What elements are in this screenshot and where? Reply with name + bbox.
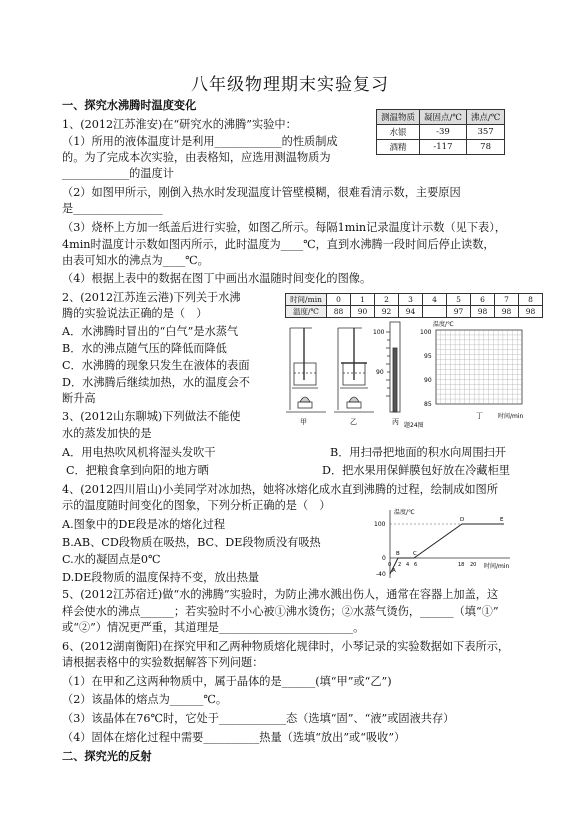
graph-y-tick: 90 [424,377,432,384]
q2-option-c: C．水沸腾的现象只发生在液体的表面 [62,359,250,372]
graph-y-tick: 85 [424,401,432,408]
q1-part1-cont: 的。为了完成本次实验，由表格知，应选用测温物质为 [62,151,331,164]
table-cell: 98 [495,306,519,318]
table-cell: 6 [471,294,495,306]
table-cell: 94 [399,306,423,318]
table-cell: 3 [399,294,423,306]
setup-jia-illustration [286,328,326,412]
ice-graph-x-tick: 0 [388,562,392,568]
q1-part2-cont: 是________________ [62,202,163,215]
thermometer-illustration [386,322,400,412]
boiling-apparatus-figure [286,318,536,430]
table-header-cell: 测温物质 [377,110,420,125]
q1-part1-cont2: ____________的温度计 [62,167,174,180]
ice-graph-x-tick: 20 [470,562,477,568]
table-row [286,294,543,306]
ice-point-e: E [500,517,504,523]
graph-x-label: 时间/min [498,413,524,420]
ice-point-b: B [396,551,400,557]
ice-graph-x-tick: 6 [414,562,418,568]
label-jia: 甲 [300,418,307,426]
q2-stem: 2、(2012江苏连云港)下列关于水沸 [62,291,241,304]
q5-stem-cont2: 或“②”）情况更严重，其道理是________________________。 [62,621,365,634]
table-cell: 357 [466,125,504,140]
q2-option-a: A．水沸腾时冒出的“白气”是水蒸气 [62,325,239,338]
time-temperature-table [285,293,543,318]
table-cell: 4 [423,294,447,306]
q6-stem-cont: 请根据表格中的实验数据解答下列问题： [62,656,264,669]
table-header-cell: 沸点/℃ [466,110,504,125]
ice-graph-x-tick: 18 [458,562,465,568]
ice-graph-y-label: 温度/℃ [394,509,415,516]
q3-stem: 3、(2012山东聊城)下列做法不能使 [62,410,241,423]
q1-part4: （4）根据上表中的数据在图丁中画出水温随时间变化的图像。 [62,272,372,285]
q3-option-c: C．把粮食拿到向阳的地方晒 [66,464,209,477]
q6-part2: （2）该晶体的熔点为______℃。 [62,693,228,706]
q5-stem-cont: 样会使水的沸点______；若实验时不小心被①沸水烫伤；②水蒸气烫伤，______（填“①” [62,605,499,618]
table-cell: 97 [447,306,471,318]
q6-part4: （4）固体在熔化过程中需要__________热量（选填“放出”或“吸收”） [62,731,406,744]
graph-y-tick: 100 [420,329,432,336]
figure-caption: 题24图 [404,422,424,429]
ice-heating-graph [368,506,518,584]
table-cell: 98 [471,306,495,318]
q2-option-d-cont: 断升高 [62,392,96,405]
q1-part2: （2）如图甲所示，刚倒入热水时发现温度计管壁模糊，很难看清示数，主要原因 [62,186,461,199]
ice-graph-x-tick: 4 [406,562,410,568]
graph-grid [436,330,522,404]
ice-point-d: D [460,517,465,523]
section-heading-1: 一、探究水沸腾时温度变化 [62,98,197,112]
table-cell: 酒精 [377,140,420,155]
table-row [377,125,505,140]
table-row [286,306,543,318]
q4-stem: 4、(2012四川眉山)小美同学对冰加热，她将冰熔化成水直到沸腾的过程，绘制成如图所 [62,483,498,496]
label-yi: 乙 [350,418,357,426]
table-cell: 1 [351,294,375,306]
table-cell: 78 [466,140,504,155]
table-cell [423,306,447,318]
q2-option-b: B．水的沸点随气压的降低而降低 [62,342,227,355]
ice-graph-x-tick: 2 [398,562,402,568]
page-title: 八年级物理期末实验复习 [191,75,389,95]
table-cell: 92 [375,306,399,318]
ice-graph-y-tick: 0 [382,555,386,562]
ice-graph-x-label: 时间/min [484,563,510,570]
ice-point-c: C [413,551,417,557]
thermometer-tick-90: 90 [376,369,384,376]
q2-stem-cont: 腾的实验说法正确的是（ ） [62,307,208,320]
section-heading-2: 二、探究光的反射 [62,749,152,763]
table-header-cell: 时间/min [286,294,327,306]
table-row [377,110,505,125]
q4-option-b: B.AB、CD段物质在吸热，BC、DE段物质没有吸热 [62,536,321,549]
label-bing: 丙 [392,418,399,426]
table-cell: 5 [447,294,471,306]
table-cell: 98 [519,306,543,318]
ice-graph-y-tick: -40 [376,571,386,578]
table-cell: -117 [420,140,467,155]
q6-part1: （1）在甲和乙这两种物质中，属于晶体的是______(填“甲”或“乙”) [62,675,392,688]
substance-property-table [376,109,505,155]
table-cell: 90 [351,306,375,318]
ice-graph-y-tick: 100 [374,521,386,528]
q3-option-b: B．用扫帚把地面的积水向周围扫开 [330,446,507,459]
table-cell: 88 [327,306,351,318]
q4-option-d: D.DE段物质的温度保持不变，放出热量 [62,571,260,584]
table-header-cell: 温度/℃ [286,306,327,318]
q1-part3-cont: 4min时温度计示数如图丙所示，此时温度为____℃，直到水沸腾一段时间后停止读数， [62,238,495,251]
q1-part3-cont2: 由表可知水的沸点为____℃。 [62,254,209,267]
table-cell: 水银 [377,125,420,140]
table-cell: 0 [327,294,351,306]
q3-option-a: A．用电热吹风机将湿头发吹干 [62,446,216,459]
setup-yi-illustration [334,328,374,412]
table-cell: -39 [420,125,467,140]
graph-y-tick: 95 [424,353,432,360]
q1-part3: （3）烧杯上方加一纸盖后进行实验，如图乙所示。每隔1min记录温度计示数（见下表）， [62,221,506,234]
q4-option-a: A.图象中的DE段是冰的熔化过程 [62,518,226,531]
q3-option-d: D．把水果用保鲜膜包好放在冷藏柜里 [322,464,510,477]
q6-part3: （3）该晶体在76℃时，它处于____________态（选填“固”、“液”或固液共存） [62,712,455,725]
thermometer-tick-100: 100 [373,329,385,336]
table-cell: 7 [495,294,519,306]
q3-stem-cont: 水的蒸发加快的是 [62,427,152,440]
q5-stem: 5、(2012江苏宿迁)做“水的沸腾”实验时，为防止沸水溅出伤人，通常在容器上加盖，这 [62,588,499,601]
table-row [377,140,505,155]
q1-part1: （1）所用的液体温度计是利用____________的性质制成 [62,135,338,148]
q1-stem: 1、(2012江苏淮安)在“研究水的沸腾”实验中： [62,118,297,131]
table-cell: 2 [375,294,399,306]
q4-stem-cont: 示的温度随时间变化的图象，下列分析正确的是（ ） [62,499,331,512]
q6-stem: 6、(2012湖南衡阳)在探究甲和乙两种物质熔化规律时，小琴记录的实验数据如下表所示， [62,640,510,653]
q4-option-c: C.水的凝固点是0℃ [62,553,161,566]
q2-option-d: D．水沸腾后继续加热，水的温度会不 [62,376,250,389]
graph-y-label: 温度/℃ [433,321,454,328]
table-header-cell: 凝固点/℃ [420,110,467,125]
label-ding: 丁 [476,412,483,420]
table-cell: 8 [519,294,543,306]
ice-point-a: A [392,568,396,574]
